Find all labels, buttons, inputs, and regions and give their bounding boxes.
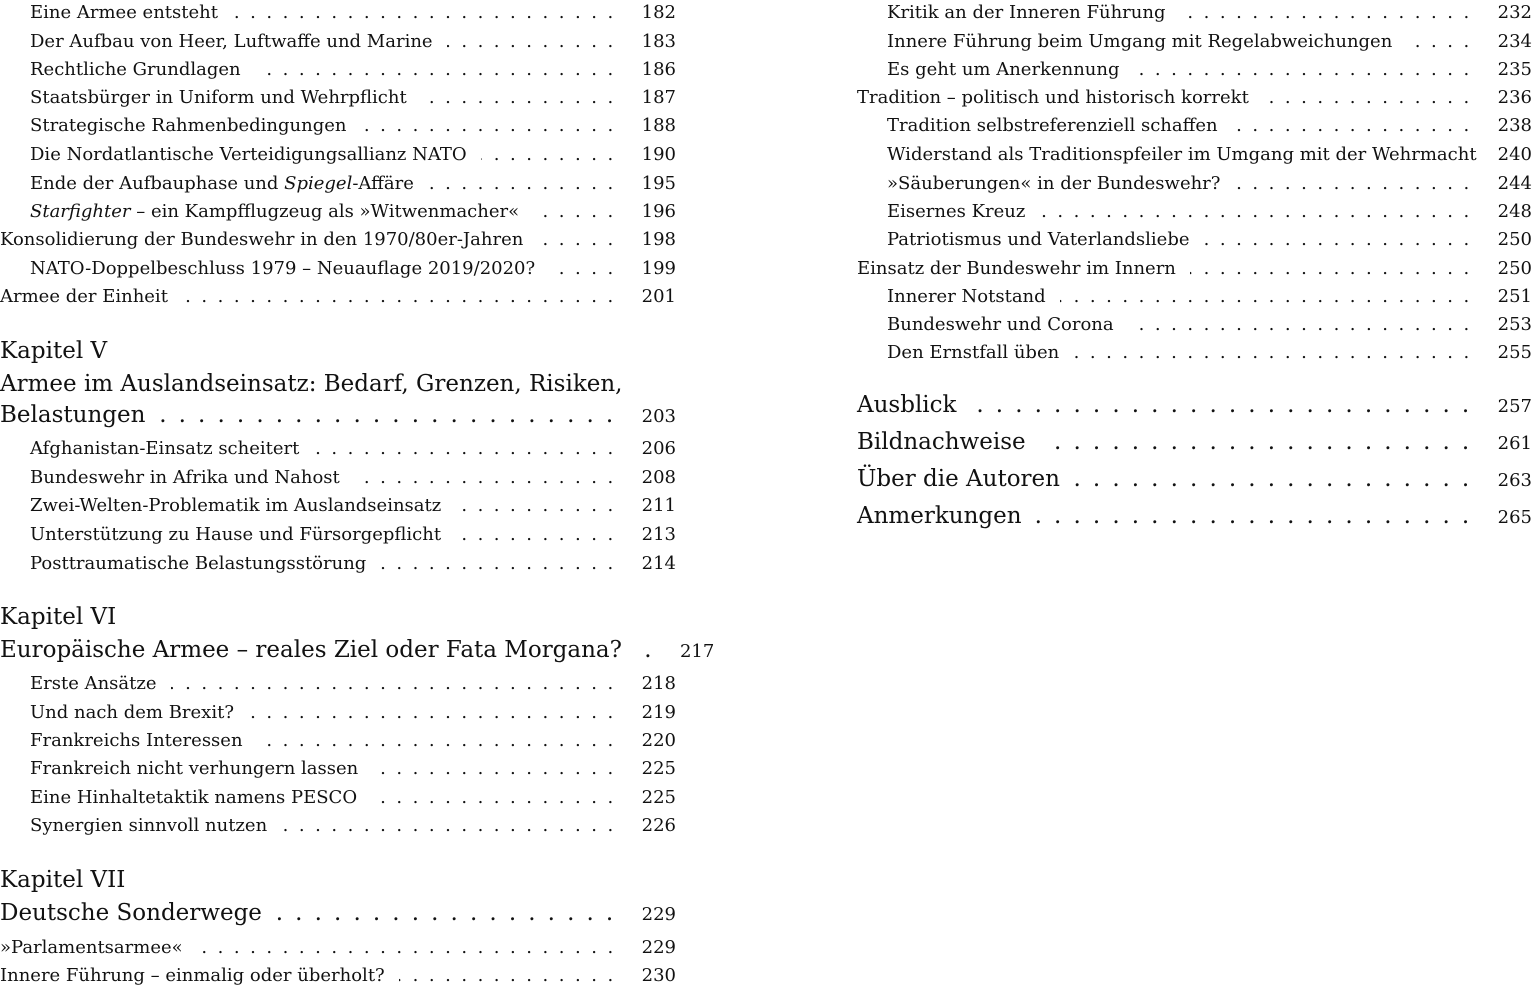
toc-entry[interactable] bbox=[0, 704, 676, 722]
toc-entry[interactable] bbox=[857, 117, 1532, 135]
toc-entry[interactable] bbox=[0, 33, 676, 51]
toc-entry-title: Deutsche Sonderwege bbox=[0, 900, 262, 926]
dot-leader bbox=[537, 231, 615, 249]
toc-entry-title: Tradition selbstreferenziell schaffen bbox=[887, 115, 1218, 136]
dot-leader bbox=[371, 789, 616, 807]
toc-entry[interactable] bbox=[857, 231, 1532, 249]
dot-leader bbox=[1073, 344, 1471, 362]
title-part: Ende der Aufbauphase und bbox=[30, 173, 285, 194]
title-italic-part: Starfighter bbox=[30, 201, 131, 222]
toc-entry[interactable] bbox=[857, 175, 1532, 193]
toc-entry-page: 225 bbox=[641, 787, 676, 808]
dot-leader bbox=[447, 33, 616, 51]
toc-entry-title: Erste Ansätze bbox=[30, 673, 157, 694]
dot-leader bbox=[1232, 117, 1472, 135]
dot-leader bbox=[1039, 203, 1471, 221]
dot-leader bbox=[197, 939, 616, 957]
dot-leader bbox=[1234, 175, 1471, 193]
title-italic-part: Spiegel bbox=[284, 173, 353, 194]
toc-entry-title bbox=[30, 175, 414, 193]
dot-leader bbox=[276, 902, 616, 925]
toc-entry[interactable] bbox=[0, 939, 676, 957]
toc-entry-title: Europäische Armee – reales Ziel oder Fata Morgana? bbox=[0, 637, 622, 663]
toc-entry-page: 211 bbox=[641, 495, 676, 516]
dot-leader bbox=[970, 394, 1471, 417]
toc-entry[interactable] bbox=[0, 146, 676, 164]
toc-entry-page: 195 bbox=[641, 173, 676, 194]
toc-entry[interactable] bbox=[0, 967, 676, 985]
toc-entry[interactable] bbox=[0, 817, 676, 835]
toc-entry-page: 186 bbox=[641, 59, 676, 80]
toc-entry[interactable] bbox=[0, 288, 676, 306]
toc-entry-title: Bundeswehr in Afrika und Nahost bbox=[30, 467, 340, 488]
title-part: – ein Kampfflugzeug als »Witwenmacher« bbox=[130, 201, 520, 222]
dot-leader bbox=[232, 4, 616, 22]
dot-leader bbox=[255, 61, 616, 79]
toc-entry-page: 217 bbox=[679, 641, 715, 662]
toc-entry[interactable] bbox=[0, 675, 676, 693]
toc-entry-title: Eine Armee entsteht bbox=[30, 2, 218, 23]
toc-entry-title: Rechtliche Grundlagen bbox=[30, 59, 241, 80]
toc-entry[interactable] bbox=[0, 61, 676, 79]
toc-entry[interactable] bbox=[857, 61, 1532, 79]
toc-entry-page: 196 bbox=[641, 201, 676, 222]
toc-chapter-entry[interactable] bbox=[0, 902, 676, 925]
toc-backmatter-entry[interactable] bbox=[857, 468, 1532, 491]
toc-entry-page: 238 bbox=[1497, 115, 1532, 136]
dot-leader bbox=[372, 760, 615, 778]
chapter-title[interactable]: Armee im Auslandseinsatz: Bedarf, Grenzen, Risiken, bbox=[0, 371, 623, 397]
dot-leader bbox=[1040, 431, 1472, 454]
toc-entry[interactable] bbox=[857, 316, 1532, 334]
toc-entry[interactable] bbox=[0, 526, 676, 544]
toc-chapter-entry[interactable] bbox=[0, 404, 676, 427]
toc-entry-page: 187 bbox=[641, 87, 676, 108]
toc-entry-page: 261 bbox=[1497, 433, 1532, 454]
toc-entry[interactable] bbox=[857, 288, 1532, 306]
toc-entry-title: Tradition – politisch und historisch korrekt bbox=[857, 87, 1249, 108]
toc-entry[interactable] bbox=[0, 117, 676, 135]
dot-leader bbox=[1134, 61, 1472, 79]
toc-entry[interactable] bbox=[0, 231, 676, 249]
chapter-label: Kapitel V bbox=[0, 338, 108, 364]
dot-leader bbox=[1406, 33, 1471, 51]
toc-entry[interactable] bbox=[0, 760, 676, 778]
toc-entry-title: Innere Führung beim Umgang mit Regelabweichungen bbox=[887, 31, 1393, 52]
toc-entry[interactable] bbox=[0, 203, 676, 221]
toc-entry-title: Innerer Notstand bbox=[887, 286, 1046, 307]
dot-leader bbox=[257, 732, 616, 750]
dot-leader bbox=[455, 526, 616, 544]
toc-entry-title: Eine Hinhaltetaktik namens PESCO bbox=[30, 787, 358, 808]
toc-entry-page: 226 bbox=[641, 815, 676, 836]
dot-leader bbox=[1190, 260, 1472, 278]
toc-entry-title: Belastungen bbox=[0, 402, 146, 428]
dot-leader bbox=[159, 404, 615, 427]
toc-entry-page: 232 bbox=[1497, 2, 1532, 23]
toc-entry[interactable] bbox=[857, 260, 1532, 278]
toc-entry[interactable] bbox=[857, 146, 1532, 164]
toc-entry-page: 214 bbox=[641, 553, 676, 574]
toc-entry[interactable] bbox=[0, 440, 676, 458]
toc-entry[interactable] bbox=[857, 203, 1532, 221]
toc-entry-title: Ausblick bbox=[857, 392, 957, 418]
toc-entry-page: 220 bbox=[641, 730, 676, 751]
toc-entry-title: Bildnachweise bbox=[857, 429, 1026, 455]
dot-leader bbox=[360, 117, 615, 135]
toc-entry-title: Der Aufbau von Heer, Luftwaffe und Marine bbox=[30, 31, 433, 52]
toc-entry-page: 219 bbox=[641, 702, 676, 723]
toc-entry-page: 213 bbox=[641, 524, 676, 545]
dot-leader bbox=[182, 288, 616, 306]
toc-entry-page: 250 bbox=[1497, 258, 1532, 279]
toc-entry[interactable] bbox=[0, 175, 676, 193]
toc-entry-page: 183 bbox=[641, 31, 676, 52]
toc-entry-title: Und nach dem Brexit? bbox=[30, 702, 234, 723]
toc-entry-title: Eisernes Kreuz bbox=[887, 201, 1026, 222]
toc-entry-title: Die Nordatlantische Verteidigungsallianz NATO bbox=[30, 144, 467, 165]
toc-entry-title: Afghanistan-Einsatz scheitert bbox=[30, 438, 300, 459]
toc-entry-page: 257 bbox=[1497, 396, 1532, 417]
toc-entry-title: Synergien sinnvoll nutzen bbox=[30, 815, 268, 836]
toc-entry-page: 248 bbox=[1497, 201, 1532, 222]
toc-entry-title: Bundeswehr und Corona bbox=[887, 314, 1114, 335]
toc-entry[interactable] bbox=[0, 469, 676, 487]
toc-entry-title: Zwei-Welten-Problematik im Auslandseinsatz bbox=[30, 495, 442, 516]
toc-entry-title: »Parlamentsarmee« bbox=[0, 937, 183, 958]
toc-entry-page: 190 bbox=[641, 144, 676, 165]
toc-entry-title: Es geht um Anerkennung bbox=[887, 59, 1120, 80]
toc-entry-page: 201 bbox=[641, 286, 676, 307]
toc-entry[interactable] bbox=[857, 344, 1532, 362]
toc-entry-page: 253 bbox=[1497, 314, 1532, 335]
toc-entry-page: 218 bbox=[641, 673, 676, 694]
dot-leader bbox=[1128, 316, 1472, 334]
toc-entry-page: 244 bbox=[1497, 173, 1532, 194]
toc-entry-title: Posttraumatische Belastungsstörung bbox=[30, 553, 367, 574]
toc-entry-page: 230 bbox=[641, 965, 676, 986]
toc-entry-page: 199 bbox=[641, 258, 676, 279]
toc-entry-page: 198 bbox=[641, 229, 676, 250]
toc-entry[interactable] bbox=[857, 89, 1532, 107]
toc-entry-page: 188 bbox=[641, 115, 676, 136]
toc-entry-title: Über die Autoren bbox=[857, 466, 1060, 492]
dot-leader bbox=[399, 967, 616, 985]
toc-backmatter-entry[interactable] bbox=[857, 394, 1532, 417]
dot-leader bbox=[428, 175, 616, 193]
toc-entry[interactable] bbox=[0, 789, 676, 807]
toc-entry-title: Anmerkungen bbox=[857, 503, 1022, 529]
toc-entry-page: 250 bbox=[1497, 229, 1532, 250]
dot-leader bbox=[533, 203, 616, 221]
dot-leader bbox=[455, 497, 615, 515]
toc-entry-page: 236 bbox=[1497, 87, 1532, 108]
toc-entry-page: 208 bbox=[641, 467, 676, 488]
dot-leader bbox=[481, 146, 616, 164]
toc-entry-title: Einsatz der Bundeswehr im Innern bbox=[857, 258, 1176, 279]
toc-entry[interactable] bbox=[857, 33, 1532, 51]
toc-entry-page: 255 bbox=[1497, 342, 1532, 363]
toc-entry-title: NATO-Doppelbeschluss 1979 – Neuauflage 2019/2020? bbox=[30, 258, 536, 279]
dot-leader bbox=[281, 817, 615, 835]
toc-entry-title: Konsolidierung der Bundeswehr in den 1970/80er-Jahren bbox=[0, 229, 524, 250]
toc-entry-title bbox=[30, 203, 519, 221]
dot-leader bbox=[171, 675, 616, 693]
toc-entry-title: Kritik an der Inneren Führung bbox=[887, 2, 1166, 23]
toc-entry-page: 225 bbox=[641, 758, 676, 779]
toc-entry-title: »Säuberungen« in der Bundeswehr? bbox=[887, 173, 1221, 194]
toc-entry-title: Unterstützung zu Hause und Fürsorgepflicht bbox=[30, 524, 442, 545]
dot-leader bbox=[1179, 4, 1471, 22]
toc-entry-page: 263 bbox=[1497, 470, 1532, 491]
chapter-label: Kapitel VI bbox=[0, 604, 117, 630]
toc-entry-title: Innere Führung – einmalig oder überholt? bbox=[0, 965, 385, 986]
dot-leader bbox=[421, 89, 616, 107]
dot-leader bbox=[1263, 89, 1472, 107]
dot-leader bbox=[354, 469, 616, 487]
toc-entry-title: Patriotismus und Vaterlandsliebe bbox=[887, 229, 1190, 250]
toc-entry-page: 203 bbox=[641, 406, 676, 427]
toc-entry-page: 206 bbox=[641, 438, 676, 459]
dot-leader bbox=[1074, 468, 1472, 491]
toc-entry[interactable] bbox=[857, 4, 1532, 22]
chapter-label: Kapitel VII bbox=[0, 867, 126, 893]
toc-entry-page: 229 bbox=[641, 904, 676, 925]
toc-chapter-entry[interactable] bbox=[0, 637, 715, 663]
toc-entry-page: 240 bbox=[1497, 144, 1532, 165]
toc-entry-title: Armee der Einheit bbox=[0, 286, 168, 307]
toc-entry-title: Strategische Rahmenbedingungen bbox=[30, 115, 347, 136]
toc-entry-title: Frankreichs Interessen bbox=[30, 730, 243, 751]
toc-entry-title: Widerstand als Traditionspfeiler im Umgang mit der Wehrmacht bbox=[887, 144, 1477, 165]
toc-entry-page: 265 bbox=[1497, 507, 1532, 528]
toc-backmatter-entry[interactable] bbox=[857, 505, 1532, 528]
toc-entry[interactable] bbox=[0, 555, 676, 573]
dot-leader bbox=[549, 260, 615, 278]
toc-entry[interactable] bbox=[0, 732, 676, 750]
dot-leader bbox=[1036, 505, 1472, 528]
title-part: -Affäre bbox=[352, 173, 414, 194]
toc-entry-page: 229 bbox=[641, 937, 676, 958]
dot-leader bbox=[1060, 288, 1472, 306]
toc-entry-page: 251 bbox=[1497, 286, 1532, 307]
toc-entry-title: Den Ernstfall üben bbox=[887, 342, 1060, 363]
toc-entry-page: 235 bbox=[1497, 59, 1532, 80]
toc-entry-title: Staatsbürger in Uniform und Wehrpflicht bbox=[30, 87, 407, 108]
dot-leader bbox=[313, 440, 615, 458]
toc-entry[interactable] bbox=[0, 4, 676, 22]
dot-leader bbox=[634, 639, 654, 662]
toc-entry-page: 182 bbox=[641, 2, 676, 23]
toc-entry-title: Frankreich nicht verhungern lassen bbox=[30, 758, 359, 779]
dot-leader bbox=[248, 704, 616, 722]
toc-entry-page: 234 bbox=[1497, 31, 1532, 52]
dot-leader bbox=[380, 555, 615, 573]
toc-backmatter-entry[interactable] bbox=[857, 431, 1532, 454]
toc-entry[interactable] bbox=[0, 260, 676, 278]
dot-leader bbox=[1204, 231, 1472, 249]
toc-entry[interactable] bbox=[0, 89, 676, 107]
toc-entry[interactable] bbox=[0, 497, 676, 515]
